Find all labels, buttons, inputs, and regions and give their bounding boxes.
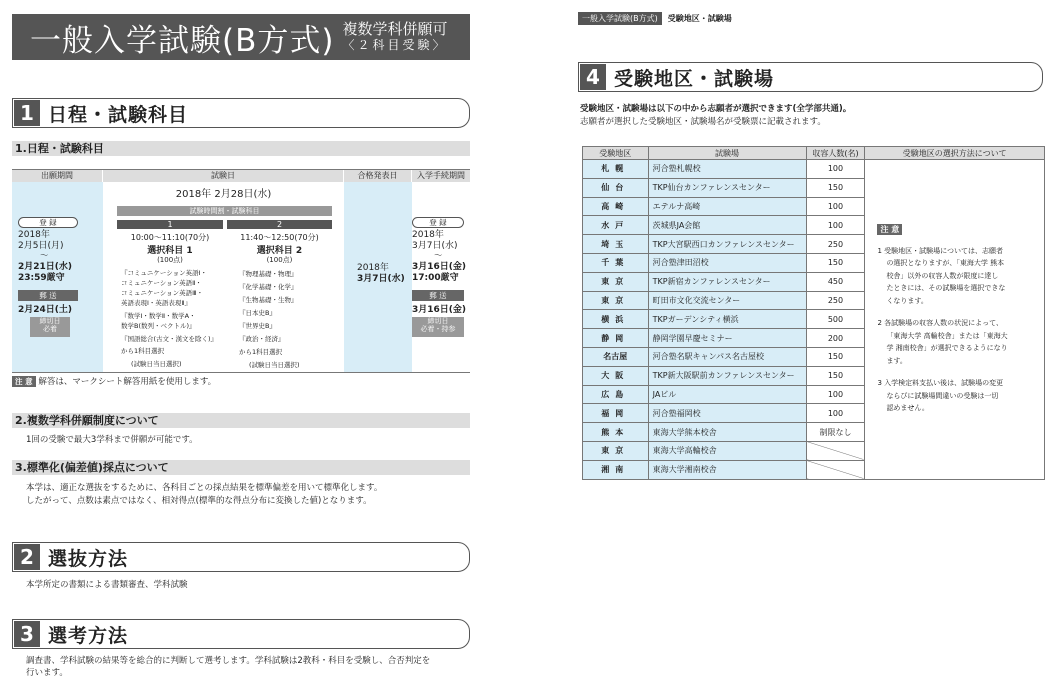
apply-cell: [12, 182, 103, 372]
venue-capacity: 150: [806, 253, 865, 272]
slot2-subject: 『生物基礎・生物』: [239, 296, 298, 304]
slot2-choose: から1科目選択: [239, 348, 283, 356]
running-header: [578, 12, 732, 25]
section-3-text-1: 調査書、学科試験の結果等を総合的に判断して選考します。学科試験は2教科・科目を受験し、合否判定を: [26, 656, 431, 666]
section-1-header: [12, 98, 470, 128]
subsection-2-title: 2.複数学科併願制度について: [12, 413, 470, 428]
venue-capacity: 100: [806, 216, 865, 235]
subsection-1-title: 1.日程・試験科目: [12, 141, 470, 156]
slot1-note: (試験日当日選択): [131, 360, 182, 368]
venue-name: 静岡学園早慶セミナー: [648, 329, 806, 348]
venue-capacity: 250: [806, 235, 865, 254]
venue-capacity: 100: [806, 160, 865, 179]
proc-deadline-badge: 締切日 必着・持参: [412, 317, 464, 337]
section-4-title: 受験地区・試験場: [614, 67, 775, 90]
section-4-text-1: 受験地区・試験場は以下の中から志願者が選択できます(全学部共通)。: [580, 104, 852, 114]
method-note-line: くなります。: [886, 296, 928, 305]
proc-tilde: 〜: [434, 251, 443, 261]
apply-web-label: 登 録: [18, 217, 78, 228]
slot1-time: 10:00〜11:10(70分): [130, 233, 210, 242]
section-2-header: [12, 542, 470, 572]
slot2-note: (試験日当日選択): [249, 361, 300, 369]
subsection-2-text: 1回の受験で最大3学科まで併願が可能です。: [26, 435, 198, 445]
apply-from-year: 2018年: [18, 230, 50, 240]
method-note-tag: 注 意: [877, 224, 902, 235]
slot2-subject: 『化学基礎・化学』: [239, 283, 298, 291]
schedule-table: [12, 169, 470, 373]
result-year: 2018年: [357, 263, 389, 273]
venue-capacity: 100: [806, 197, 865, 216]
venue-col-venue: 試験場: [648, 147, 806, 160]
method-note-line: ます。: [886, 356, 907, 365]
venue-name: 東海大学熊本校舎: [648, 423, 806, 442]
proc-to-date: 3月16日(金): [412, 262, 467, 272]
note-1-text: 解答は、マークシート解答用紙を使用します。: [38, 377, 217, 387]
venue-area: 水戸: [583, 216, 649, 235]
venue-capacity: [806, 441, 865, 460]
slot1-subject: 『コミュニケーション英語Ⅰ・: [121, 269, 208, 277]
subsection-3-text-1: 本学は、適正な選抜をするために、各科目ごとの採点結果を標準偏差を用いて標準化します。: [26, 483, 383, 493]
slot1-choose: から1科目選択: [121, 347, 165, 355]
method-note-item: [877, 245, 1038, 308]
venue-row: [583, 160, 1045, 179]
venue-name: 茨城県JA会館: [648, 216, 806, 235]
section-3-title: 選考方法: [48, 624, 129, 647]
venue-col-method: 受験地区の選択方法について: [865, 147, 1045, 160]
method-note-line: ならびに試験場間違いの受験は一切: [886, 391, 999, 400]
venue-capacity: 100: [806, 404, 865, 423]
slot2-points: (100点): [266, 256, 293, 264]
slot1-number: 1: [117, 220, 223, 229]
venue-area: 熊本: [583, 423, 649, 442]
venue-name: エテルナ高崎: [648, 197, 806, 216]
venue-method-cell: [865, 160, 1045, 480]
banner-sub2: 〈２科目受験〉: [342, 37, 448, 52]
slot2-subject: 『政治・経済』: [239, 335, 285, 343]
method-note-line: 認めません。: [886, 404, 929, 412]
proc-mail-date: 3月16日(金): [412, 305, 467, 315]
venue-area: 東京: [583, 441, 649, 460]
col-header-result: 合格発表日: [344, 170, 412, 182]
section-1-title: 日程・試験科目: [48, 103, 189, 126]
venue-name: 町田市文化交流センター: [648, 291, 806, 310]
venue-area: 横浜: [583, 310, 649, 329]
proc-cell: [412, 182, 470, 372]
slot2-subject: 『物理基礎・物理』: [239, 270, 298, 278]
proc-to-time: 17:00厳守: [412, 273, 459, 283]
venue-area: 高崎: [583, 197, 649, 216]
method-note-line: 1 受験地区・試験場については、志願者: [877, 246, 1003, 255]
slot1-subjects: [121, 268, 217, 369]
section-4-text-2: 志願者が選択した受験地区・試験場名が受験票に記載されます。: [580, 117, 826, 127]
method-note-line: たときには、その試験場を選択できな: [886, 284, 1006, 292]
slot1-subject: コミュニケーション英語Ⅱ・: [121, 279, 202, 287]
venue-area: 仙台: [583, 178, 649, 197]
subsection-3-text-2: したがって、点数は素点ではなく、相対得点(標準的な得点分布に変換した値)となります。: [26, 496, 372, 506]
result-cell: [344, 182, 412, 372]
venue-capacity: 制限なし: [806, 423, 865, 442]
venue-name: TKP新大阪駅前カンファレンスセンター: [648, 366, 806, 385]
method-note-line: 校舎」以外の収容人数が限度に達し: [886, 271, 999, 280]
venue-area: 湘南: [583, 460, 649, 479]
slot1-subject: 数学B(数列・ベクトル)』: [121, 322, 196, 330]
venue-name: 河合塾津田沼校: [648, 253, 806, 272]
venue-name: 東海大学湘南校舎: [648, 460, 806, 479]
venue-capacity: 450: [806, 272, 865, 291]
apply-to-time: 23:59厳守: [18, 273, 65, 283]
venue-area: 大阪: [583, 366, 649, 385]
method-note-line: 「東海大学 高輪校舎」または「東海大: [886, 331, 1008, 340]
slot1-subject: コミュニケーション英語Ⅲ・: [121, 289, 204, 297]
venue-area: 名古屋: [583, 347, 649, 366]
slot2-subject: 『日本史B』: [239, 309, 276, 317]
section-4-number: 4: [580, 64, 606, 90]
method-note-line: 3 入学検定料支払い後は、試験場の変更: [877, 379, 1004, 387]
note-1-tag: 注 意: [12, 376, 36, 387]
venue-capacity: 150: [806, 347, 865, 366]
section-1-number: 1: [14, 100, 40, 126]
banner-sub1: 複数学科併願可: [342, 20, 448, 39]
venue-capacity: 150: [806, 178, 865, 197]
section-2-number: 2: [14, 544, 40, 570]
col-header-apply: 出願期間: [12, 170, 103, 182]
section-3-text-2: 行います。: [26, 668, 68, 678]
exam-date: 2018年 2月28日(水): [175, 189, 272, 200]
proc-mail-label: 郵 送: [412, 290, 464, 301]
apply-from-date: 2月5日(月): [18, 241, 64, 251]
venue-capacity: 150: [806, 366, 865, 385]
section-3-header: [12, 619, 470, 649]
venue-name: TKPガーデンシティ横浜: [648, 310, 806, 329]
apply-mail-label: 郵 送: [18, 290, 78, 301]
method-note-line: 学 湘南校舎」が選択できるようになり: [886, 344, 1008, 352]
proc-from-year: 2018年: [412, 230, 444, 240]
exam-cell: [103, 182, 344, 372]
slot2-time: 11:40〜12:50(70分): [240, 233, 319, 242]
proc-from-date: 3月7日(水): [412, 241, 458, 251]
venue-name: TKP大宮駅西口カンファレンスセンター: [648, 235, 806, 254]
venue-name: JAビル: [648, 385, 806, 404]
method-note-item: [877, 377, 1038, 415]
venue-area: 千葉: [583, 253, 649, 272]
banner-title: 一般入学試験(B方式): [30, 22, 335, 59]
section-4-header: [578, 62, 1043, 92]
venue-area: 埼玉: [583, 235, 649, 254]
venue-name: 河合塾名駅キャンパス名古屋校: [648, 347, 806, 366]
section-3-number: 3: [14, 621, 40, 647]
venue-name: 東海大学高輪校舎: [648, 441, 806, 460]
venue-area: 広島: [583, 385, 649, 404]
apply-to-date: 2月21日(水): [18, 262, 73, 272]
subsection-3-title: 3.標準化(偏差値)採点について: [12, 460, 470, 475]
col-header-exam: 試験日: [103, 170, 344, 182]
slot1-points: (100点): [157, 256, 183, 264]
venue-area: 静岡: [583, 329, 649, 348]
slot2-subject: 『世界史B』: [239, 322, 276, 330]
method-note-line: の選択となりますが、「東海大学 熊本: [886, 259, 1005, 267]
apply-deadline-badge: 締切日 必着: [30, 317, 70, 337]
running-header-tag: 一般入学試験(B方式): [578, 12, 662, 25]
venue-name: TKP仙台カンファレンスセンター: [648, 178, 806, 197]
apply-mail-date: 2月24日(土): [18, 305, 73, 315]
venue-area: 東京: [583, 291, 649, 310]
venue-area: 東京: [583, 272, 649, 291]
slot1-title: 選択科目 1: [147, 246, 193, 256]
method-note-item: [877, 317, 1038, 367]
slot2-subjects: [239, 268, 300, 372]
result-date: 3月7日(水): [357, 274, 405, 284]
venue-table: [582, 146, 1045, 480]
method-note-line: 2 各試験場の収容人数の状況によって、: [877, 319, 1003, 327]
running-header-title: 受験地区・試験場: [667, 14, 732, 23]
exam-timetable-label: 試験時間割・試験科目: [117, 206, 332, 216]
venue-capacity: [806, 460, 865, 479]
venue-area: 福岡: [583, 404, 649, 423]
venue-name: 河合塾福岡校: [648, 404, 806, 423]
apply-tilde: 〜: [40, 251, 49, 261]
slot2-title: 選択科目 2: [256, 246, 303, 256]
slot1-subject: 『数学Ⅰ・数学Ⅱ・数学A・: [121, 312, 196, 320]
venue-capacity: 250: [806, 291, 865, 310]
venue-capacity: 500: [806, 310, 865, 329]
venue-col-capacity: 収容人数(名): [806, 147, 865, 160]
venue-area: 札幌: [583, 160, 649, 179]
venue-name: 河合塾札幌校: [648, 160, 806, 179]
proc-web-label: 登 録: [412, 217, 464, 228]
slot2-number: 2: [227, 220, 332, 229]
slot1-subject: 英語表現Ⅰ・英語表現Ⅱ』: [121, 299, 192, 307]
col-header-proc: 入学手続期間: [412, 170, 470, 182]
venue-col-area: 受験地区: [583, 147, 649, 160]
note-1: [12, 377, 216, 389]
venue-capacity: 200: [806, 329, 865, 348]
section-2-text: 本学所定の書類による書類審査、学科試験: [26, 580, 188, 590]
venue-name: TKP新宿カンファレンスセンター: [648, 272, 806, 291]
venue-capacity: 100: [806, 385, 865, 404]
page-banner: [12, 14, 470, 60]
section-2-title: 選抜方法: [48, 547, 129, 570]
slot1-subject: 『国語総合(古文・漢文を除く)』: [121, 335, 218, 343]
